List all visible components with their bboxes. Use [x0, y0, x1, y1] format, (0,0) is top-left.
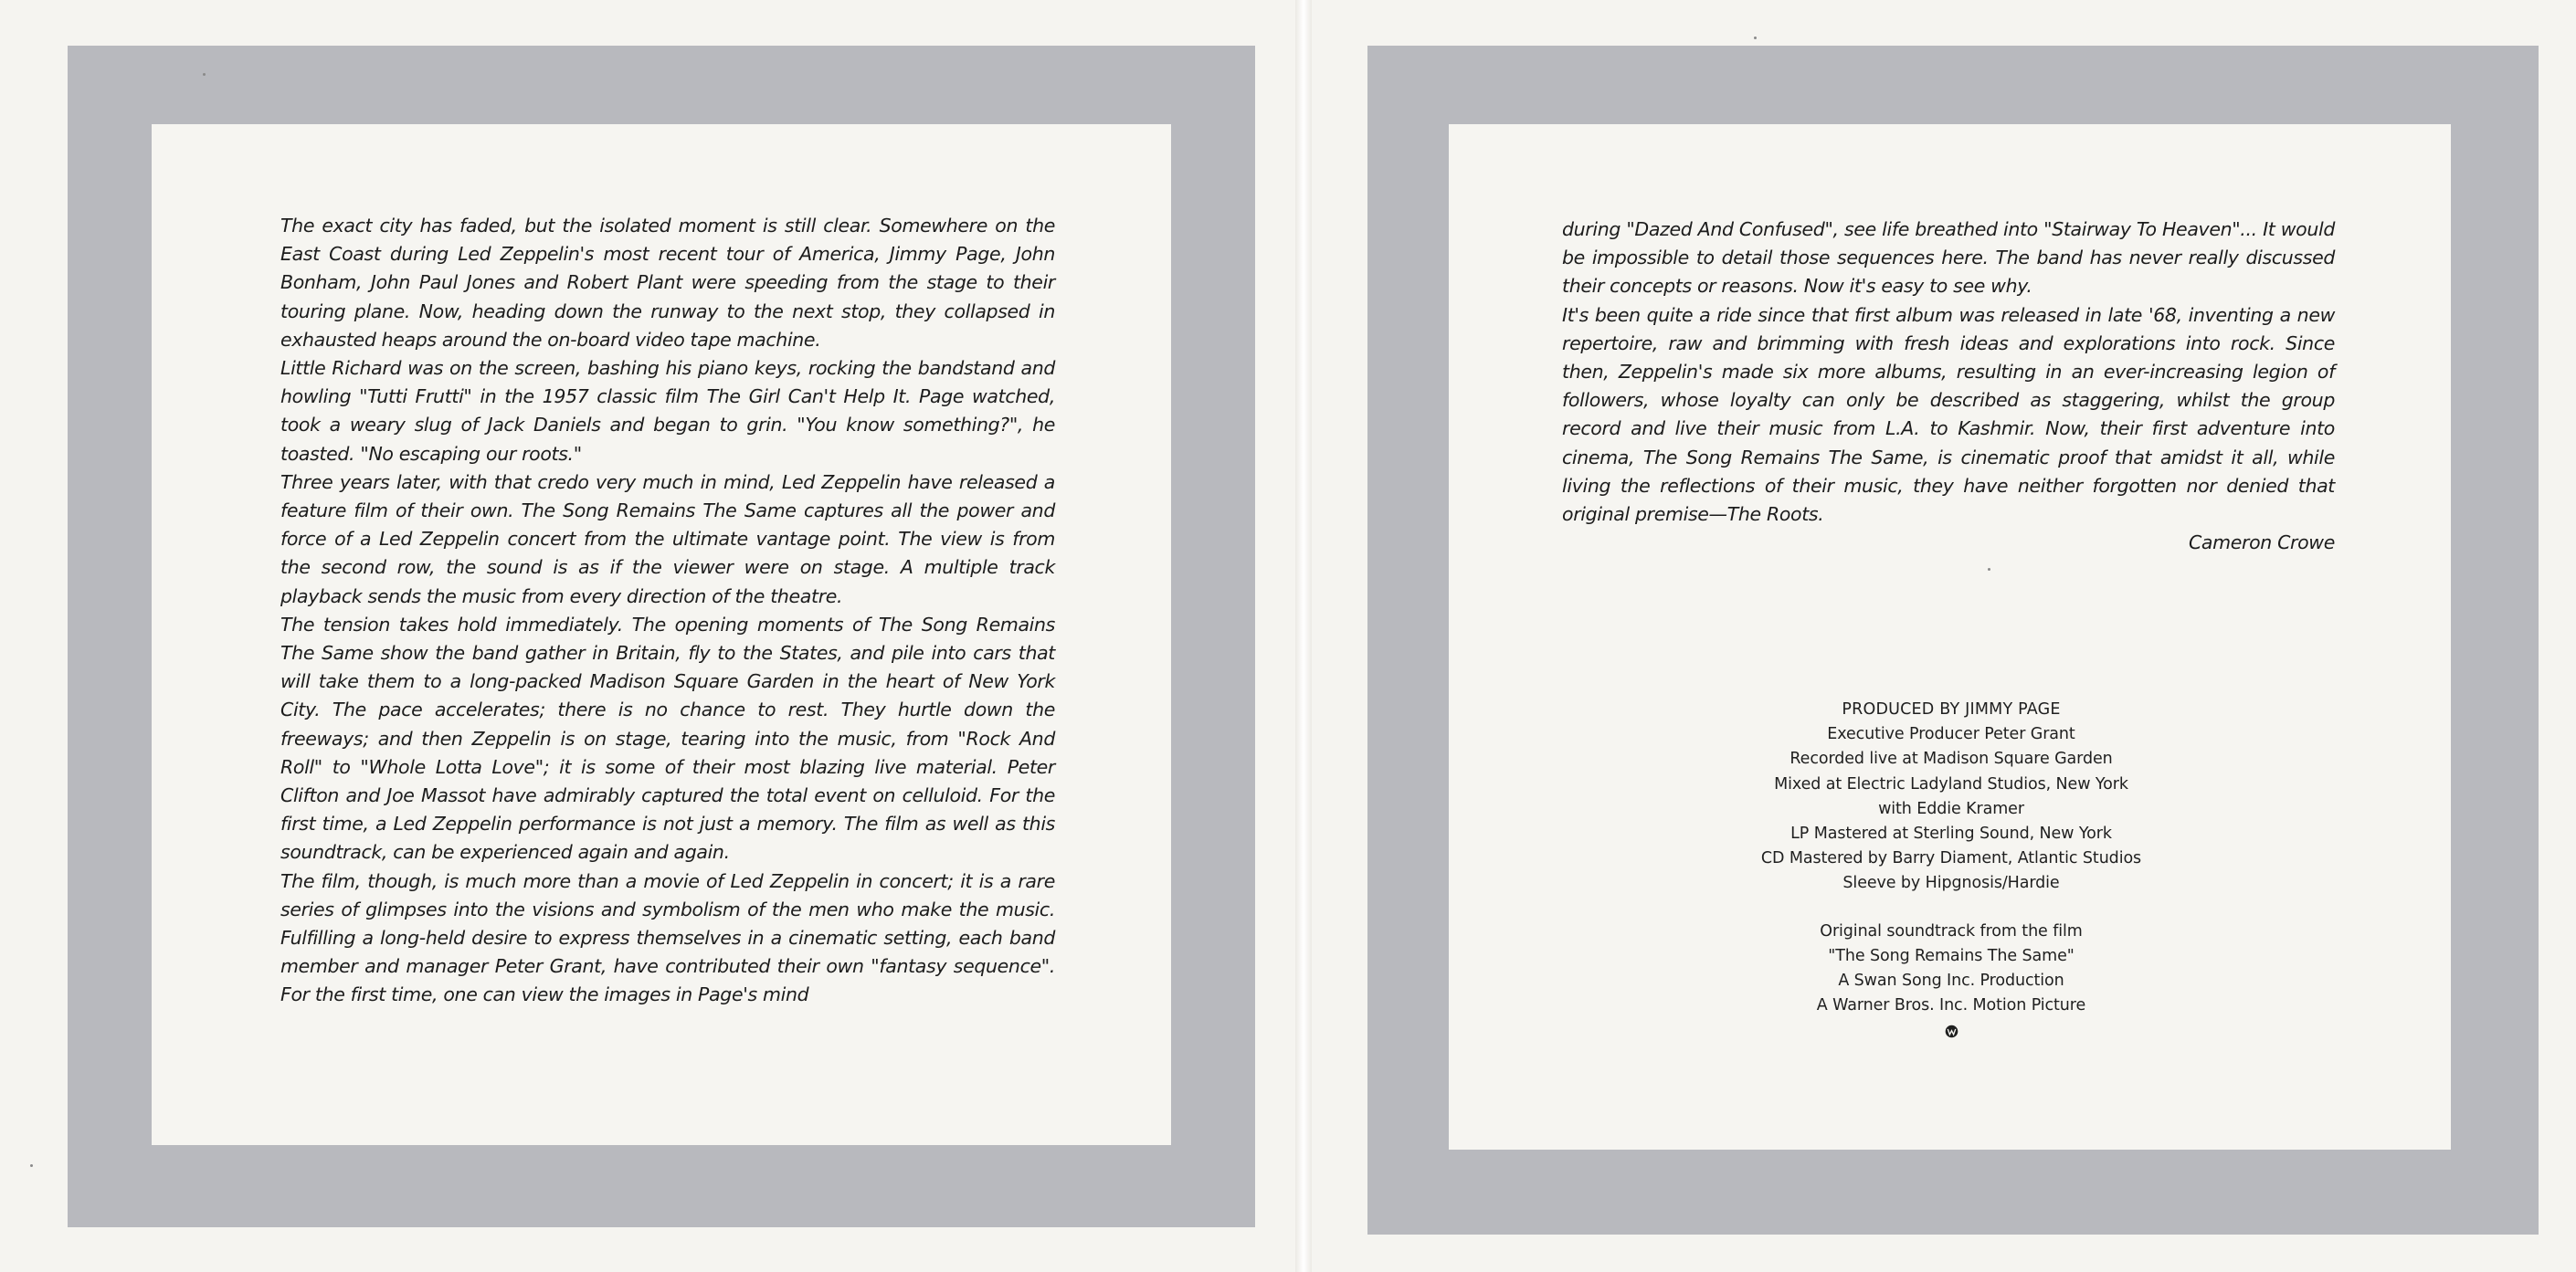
left-page-border: [68, 46, 1255, 1227]
right-essay: [1562, 216, 2335, 557]
credit-recorded: Recorded live at Madison Square Garden: [1789, 750, 2113, 769]
paper-speck: [203, 73, 206, 76]
credit-film-title: "The Song Remains The Same": [1828, 946, 2075, 965]
credit-cd-mastered: CD Mastered by Barry Diament, Atlantic Studios: [1760, 849, 2142, 868]
essay-paragraph-2: Little Richard was on the screen, bashing his piano keys, rocking the bandstand and howling "Tutti Frutti" in the 1957 classic film The Girl Can't Help It. Page watched, took a weary slug of Jack Daniels and began to grin. "You know something?", he toasted. "No escaping our roots.": [280, 357, 1055, 465]
essay-paragraph-3: Three years later, with that credo very much in mind, Led Zeppelin have released a feature film of their own. The Song Remains The Same captures all the power and force of a Led Zeppelin concert from the ultimate vantage point. The view is from the second row, the sound is as if the viewer were on stage. A multiple track playback sends the music from every direction of the theatre.: [280, 470, 1055, 607]
left-essay: [280, 212, 1055, 1010]
left-page: [152, 124, 1171, 1145]
credit-soundtrack: Original soundtrack from the film: [1820, 921, 2083, 941]
essay-paragraph-6: during "Dazed And Confused", see life breathed into "Stairway To Heaven"... It would be impossible to detail those sequences here. The band has never really discussed their concepts or reasons. Now it's easy to see why.: [1562, 218, 2335, 298]
essay-paragraph-4: The tension takes hold immediately. The opening moments of The Song Remains The Same show the band gather in Britain, fly to the States, and pile into cars that will take them to a long-packed Madison Square Garden in the heart of New York City. The pace accelerates; there is no chance to rest. They hurtle down the freeways; and then Zeppelin is on stage, tearing into the music, from "Rock And Roll" to "Whole Lotta Love"; it is some of their most blazing live material. Peter Clifton and Joe Massot have admirably captured the total event on celluloid. For the first time, a Led Zeppelin performance is not just a memory. The film as well as this soundtrack, can be experienced again and again.: [280, 613, 1055, 864]
credit-production: A Swan Song Inc. Production: [1838, 972, 2064, 991]
essay-paragraph-1: The exact city has faded, but the isolated moment is still clear. Somewhere on the East Coast during Led Zeppelin's most recent tour of America, Jimmy Page, John Bonham, John Paul Jones and Robert Plant were speeding from the stage to their touring plane. Now, heading down the runway to the next stop, they collapsed in exhausted heaps around the on-board video tape machine.: [280, 215, 1055, 351]
center-fold: [1295, 0, 1312, 1272]
paper-speck: [1754, 37, 1757, 39]
right-page-border: [1367, 46, 2539, 1235]
credit-mixed: Mixed at Electric Ladyland Studios, New York: [1774, 774, 2128, 794]
credits-spacer: [1677, 897, 2225, 920]
paper-speck: [1988, 568, 1990, 571]
credit-motion-picture: A Warner Bros. Inc. Motion Picture: [1816, 996, 2086, 1015]
paper-speck: [30, 1164, 33, 1167]
credits: [1677, 698, 2225, 1048]
essay-paragraph-7: It's been quite a ride since that first album was released in late '68, inventing a new repertoire, raw and brimming with fresh ideas and explorations into rock. Since then, Zeppelin's made six more albums, resulting in an ever-increasing legion of followers, whose loyalty can only be described as staggering, whilst the group record and live their music from L.A. to Kashmir. Now, their first adventure into cinema, The Song Remains The Same, is cinematic proof that amidst it all, while living the reflections of their music, they have neither forgotten nor denied that original premise—The Roots.: [1562, 303, 2335, 526]
credit-producer: PRODUCED BY JIMMY PAGE: [1842, 700, 2061, 719]
credit-mixed-with: with Eddie Kramer: [1878, 799, 2024, 818]
credit-lp-mastered: LP Mastered at Sterling Sound, New York: [1790, 825, 2112, 844]
right-page: [1449, 124, 2451, 1150]
credit-executive-producer: Executive Producer Peter Grant: [1827, 725, 2075, 744]
essay-paragraph-5: The film, though, is much more than a movie of Led Zeppelin in concert; it is a rare series of glimpses into the visions and symbolism of the men who make the music. Fulfilling a long-held desire to express themselves in a cinematic setting, each band member and manager Peter Grant, have contributed their own "fantasy sequence". For the first time, one can view the images in Page's mind: [280, 869, 1055, 1006]
warner-logo-icon: [1944, 1024, 1959, 1039]
author-signature: Cameron Crowe: [2188, 531, 2335, 554]
credit-sleeve: Sleeve by Hipgnosis/Hardie: [1842, 874, 2060, 893]
